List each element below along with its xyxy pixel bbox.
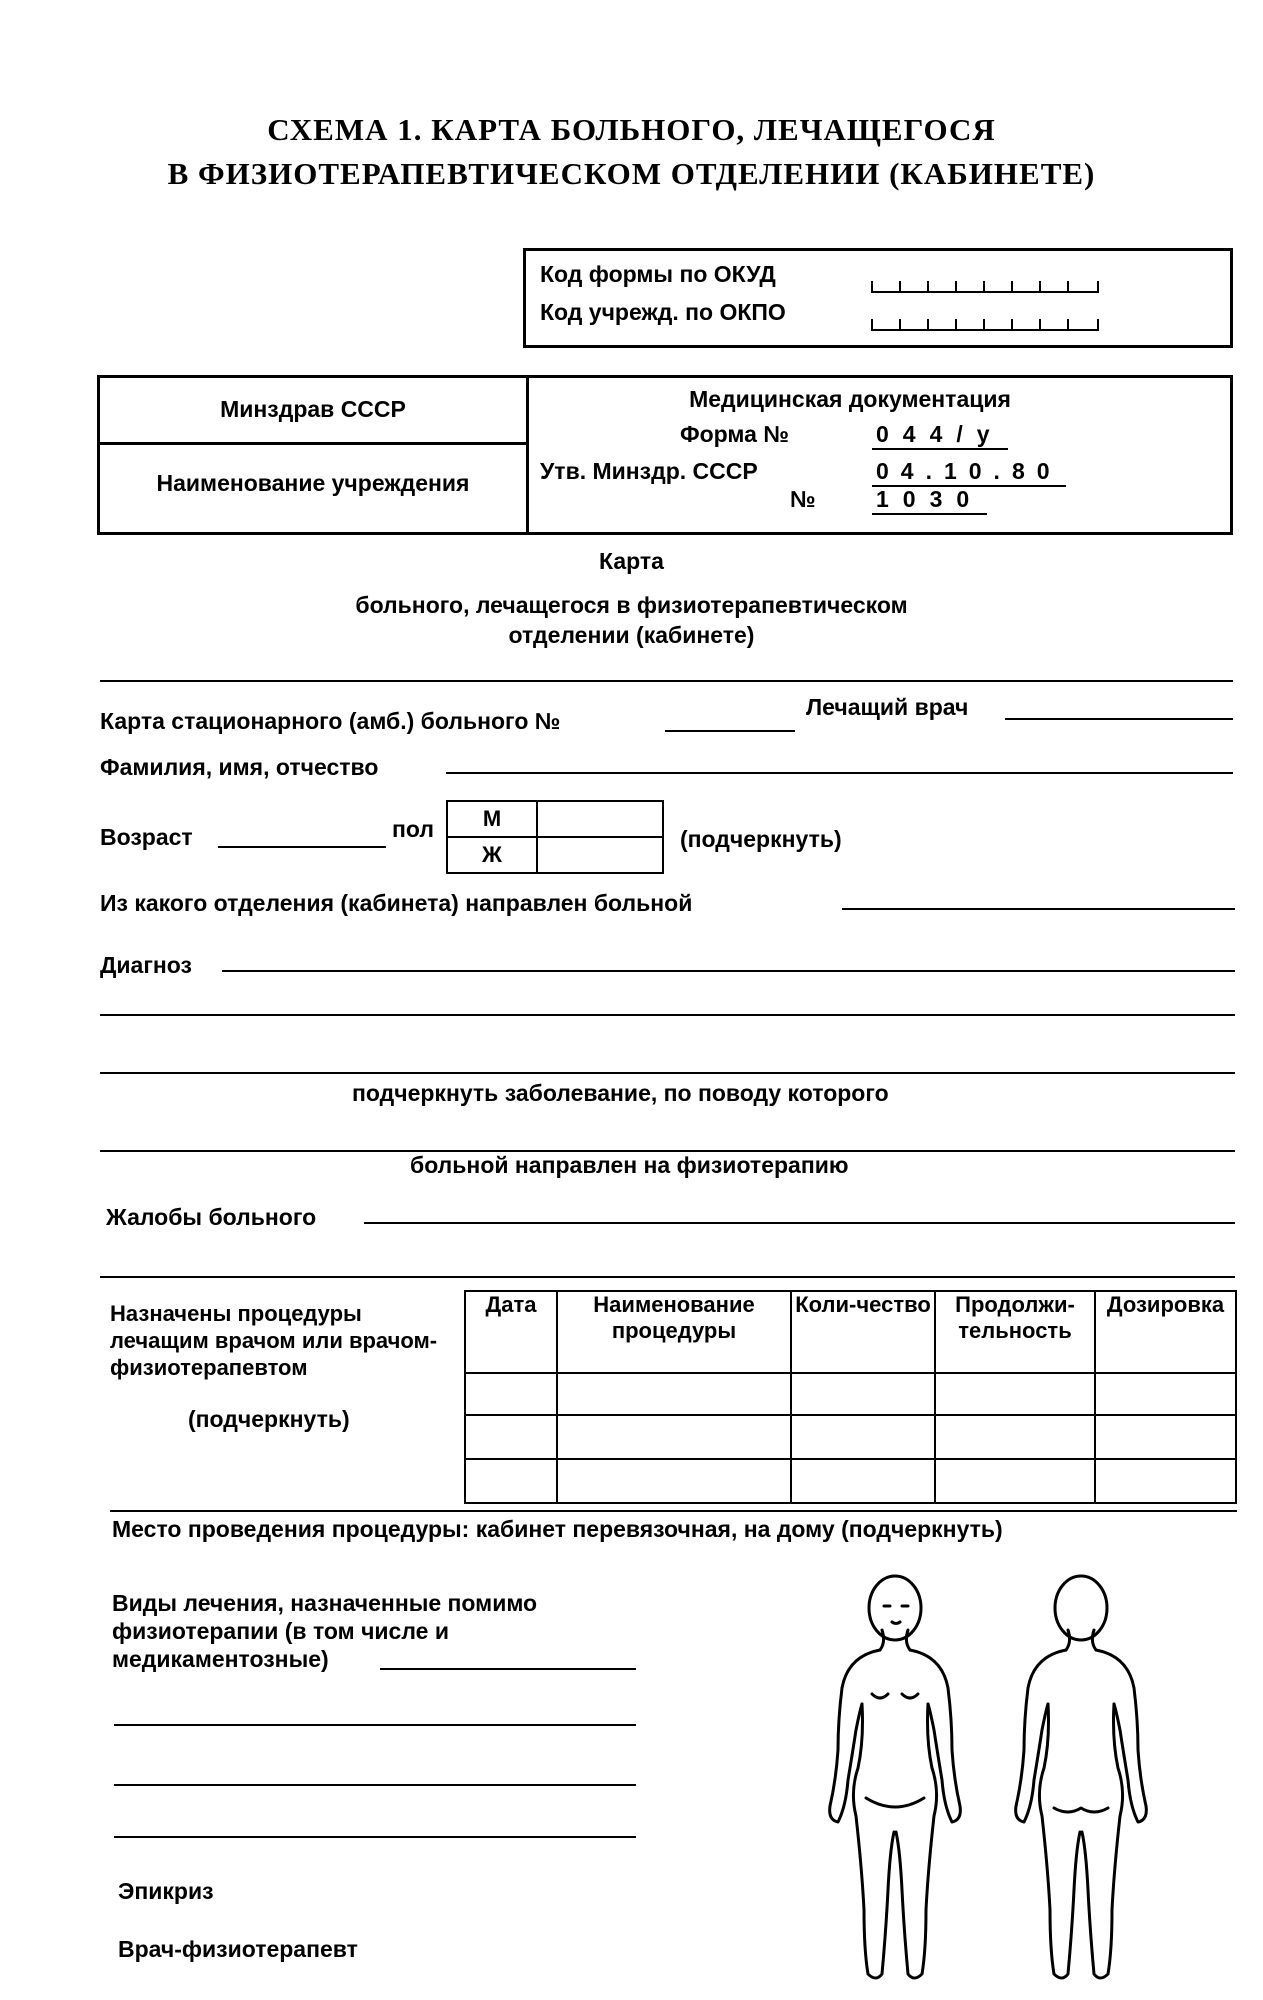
- code-cell[interactable]: [1011, 319, 1041, 331]
- sex-female-mark[interactable]: [537, 837, 663, 873]
- table-cell[interactable]: [791, 1459, 935, 1503]
- header-left-divider: [100, 442, 526, 445]
- table-row: [465, 1459, 1236, 1503]
- table-cell[interactable]: [791, 1415, 935, 1459]
- separator-line: [100, 680, 1233, 682]
- okpo-label: Код учрежд. по ОКПО: [540, 299, 786, 325]
- table-cell[interactable]: [557, 1415, 791, 1459]
- institution-label: Наименование учреждения: [156, 470, 470, 496]
- codes-box: [523, 248, 1233, 348]
- diagnosis-field[interactable]: [222, 970, 1235, 972]
- other-treatment-line2: физиотерапии (в том числе и: [112, 1618, 449, 1644]
- age-label: Возраст: [100, 824, 193, 850]
- procedures-bottom-line: [110, 1510, 1237, 1512]
- card-no-label: Карта стационарного (амб.) больного №: [100, 708, 561, 734]
- col-quantity: Коли-чество: [791, 1291, 935, 1373]
- card-heading-line2: больного, лечащегося в физиотерапевтическом: [355, 592, 908, 618]
- fio-field[interactable]: [446, 772, 1233, 774]
- okud-label: Код формы по ОКУД: [540, 261, 776, 287]
- other-treatment-field-3[interactable]: [114, 1784, 636, 1786]
- card-heading-line3: отделении (кабинете): [508, 622, 755, 648]
- table-cell[interactable]: [1095, 1415, 1236, 1459]
- table-row: [465, 1415, 1236, 1459]
- col-procedure-name: Наименование процедуры: [557, 1291, 791, 1373]
- referred-from-field[interactable]: [842, 908, 1235, 910]
- table-cell[interactable]: [1095, 1459, 1236, 1503]
- table-cell[interactable]: [935, 1415, 1095, 1459]
- doctor-field[interactable]: [1005, 718, 1233, 720]
- diagnosis-field-3[interactable]: [100, 1072, 1235, 1074]
- code-cell[interactable]: [899, 281, 929, 293]
- body-front-figure[interactable]: [820, 1570, 970, 1990]
- code-cell[interactable]: [927, 319, 957, 331]
- place-label: Место проведения процедуры: кабинет перевязочная, на дому (подчеркнуть): [112, 1516, 1003, 1542]
- diagnosis-note-2: больной направлен на физиотерапию: [410, 1152, 849, 1178]
- table-cell[interactable]: [791, 1373, 935, 1415]
- other-treatment-line3: медикаментозные): [112, 1646, 329, 1672]
- table-cell[interactable]: [465, 1415, 557, 1459]
- code-cell[interactable]: [983, 319, 1013, 331]
- card-no-field[interactable]: [665, 730, 795, 732]
- table-cell[interactable]: [1095, 1373, 1236, 1415]
- other-treatment-line1: Виды лечения, назначенные помимо: [112, 1590, 538, 1616]
- okud-code-cells[interactable]: [871, 281, 1101, 293]
- diagnosis-field-2[interactable]: [100, 1014, 1235, 1016]
- code-cell[interactable]: [983, 281, 1013, 293]
- diagnosis-note-1: подчеркнуть заболевание, по поводу которого: [352, 1080, 889, 1106]
- complaints-field[interactable]: [364, 1222, 1235, 1224]
- sex-underline-note: (подчеркнуть): [680, 826, 842, 852]
- code-cell[interactable]: [871, 319, 901, 331]
- okpo-code-cells[interactable]: [871, 319, 1101, 331]
- procedures-table: [464, 1290, 1237, 1504]
- procedures-assigned-note: (подчеркнуть): [188, 1406, 350, 1432]
- card-heading-line1: Карта: [599, 548, 664, 574]
- fio-label: Фамилия, имя, отчество: [100, 754, 379, 780]
- procedures-assigned-label: Назначены процедуры лечащим врачом или врачом-физиотерапевтом: [110, 1301, 438, 1380]
- other-treatment-field[interactable]: [380, 1668, 636, 1670]
- col-duration: Продолжи-тельность: [935, 1291, 1095, 1373]
- header-block: [97, 375, 1233, 535]
- table-cell[interactable]: [557, 1373, 791, 1415]
- col-date: Дата: [465, 1291, 557, 1373]
- header-divider: [526, 378, 529, 532]
- order-no-label: №: [790, 486, 816, 512]
- code-cell[interactable]: [899, 319, 929, 331]
- table-cell[interactable]: [465, 1373, 557, 1415]
- sex-table: [446, 800, 664, 874]
- age-field[interactable]: [218, 846, 386, 848]
- code-cell[interactable]: [955, 281, 985, 293]
- code-cell[interactable]: [1011, 281, 1041, 293]
- sex-label: пол: [392, 816, 434, 842]
- doctor-label: Лечащий врач: [806, 694, 969, 720]
- code-cell[interactable]: [1067, 281, 1099, 293]
- table-cell[interactable]: [935, 1373, 1095, 1415]
- table-cell[interactable]: [935, 1459, 1095, 1503]
- sex-female-cell[interactable]: Ж: [447, 837, 537, 873]
- ministry-label: Минздрав СССР: [220, 396, 406, 422]
- table-row: [465, 1373, 1236, 1415]
- body-back-figure[interactable]: [1006, 1570, 1156, 1990]
- diagnosis-label: Диагноз: [100, 952, 192, 978]
- other-treatment-field-4[interactable]: [114, 1836, 636, 1838]
- sex-male-cell[interactable]: М: [447, 801, 537, 837]
- med-doc-label: Медицинская документация: [689, 386, 1011, 412]
- form-label: Форма №: [680, 421, 789, 447]
- complaints-label: Жалобы больного: [106, 1204, 317, 1230]
- table-cell[interactable]: [557, 1459, 791, 1503]
- approved-date: 04.10.80: [872, 458, 1066, 487]
- referred-from-label: Из какого отделения (кабинета) направлен больной: [100, 890, 693, 916]
- col-dosage: Дозировка: [1095, 1291, 1236, 1373]
- code-cell[interactable]: [871, 281, 901, 293]
- sex-male-mark[interactable]: [537, 801, 663, 837]
- form-number: 044/у: [872, 421, 1008, 450]
- code-cell[interactable]: [1067, 319, 1099, 331]
- document-title-line1: СХЕМА 1. КАРТА БОЛЬНОГО, ЛЕЧАЩЕГОСЯ: [267, 112, 996, 147]
- code-cell[interactable]: [1039, 319, 1069, 331]
- order-number: 1030: [872, 486, 987, 515]
- physician-label: Врач-физиотерапевт: [118, 1936, 358, 1962]
- code-cell[interactable]: [927, 281, 957, 293]
- code-cell[interactable]: [1039, 281, 1069, 293]
- code-cell[interactable]: [955, 319, 985, 331]
- complaints-field-2[interactable]: [100, 1276, 1235, 1278]
- epicrisis-label: Эпикриз: [118, 1878, 214, 1904]
- other-treatment-field-2[interactable]: [114, 1724, 636, 1726]
- document-title-line2: В ФИЗИОТЕРАПЕВТИЧЕСКОМ ОТДЕЛЕНИИ (КАБИНЕТЕ): [167, 156, 1096, 191]
- approved-label: Утв. Минздр. СССР: [540, 458, 758, 484]
- table-cell[interactable]: [465, 1459, 557, 1503]
